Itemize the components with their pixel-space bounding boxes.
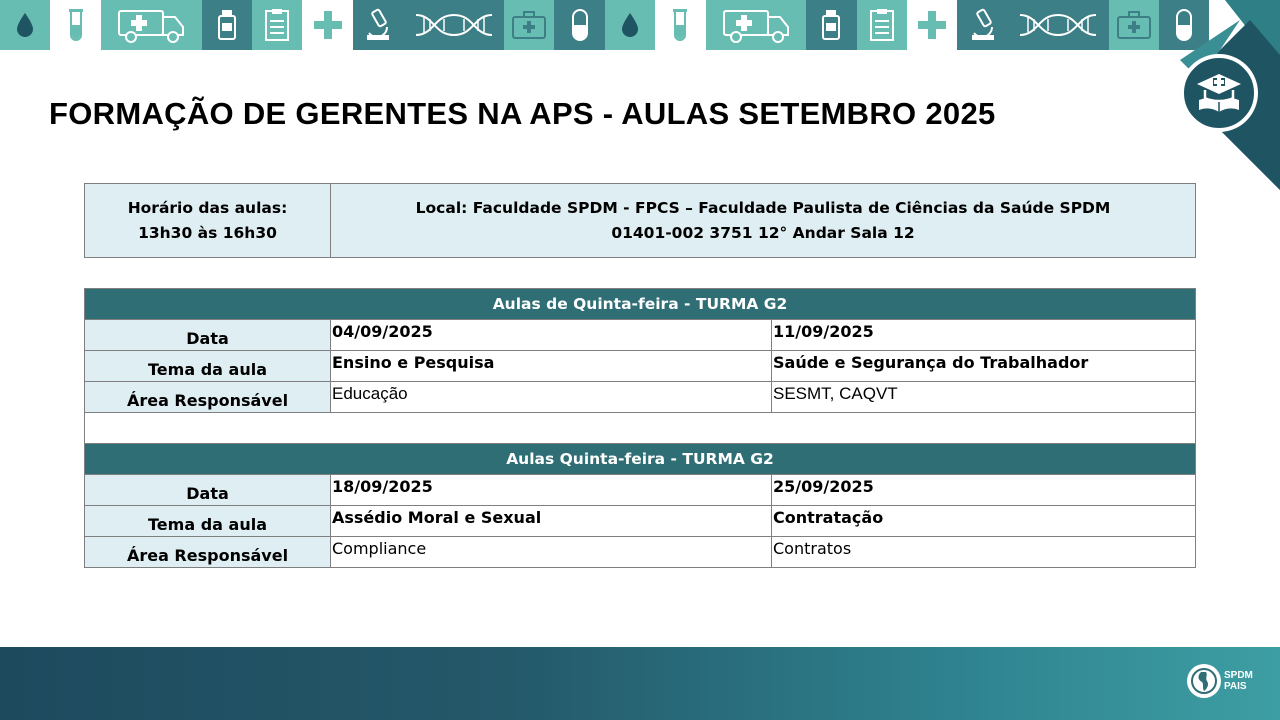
- area-cell: Educação: [331, 382, 772, 413]
- drop-icon: [0, 0, 50, 50]
- schedule-cell: [85, 184, 331, 258]
- test-tube-icon: [655, 0, 705, 50]
- row-label: Data: [85, 475, 331, 506]
- plus-icon: [302, 0, 352, 50]
- clipboard-icon: [857, 0, 907, 50]
- microscope-icon: [353, 0, 403, 50]
- table-row: [85, 351, 1196, 382]
- table-row: [85, 382, 1196, 413]
- medicine-bottle-icon: [202, 0, 252, 50]
- topic-cell: Contratação: [772, 506, 1196, 537]
- location-address: 01401-002 3751 12° Andar Sala 12: [611, 223, 915, 242]
- row-label: Área Responsável: [85, 537, 331, 568]
- plus-icon: [907, 0, 957, 50]
- topic-cell: Ensino e Pesquisa: [331, 351, 772, 382]
- block-header-text: Aulas de Quinta-feira - TURMA G2: [85, 289, 1196, 320]
- area-cell: SESMT, CAQVT: [772, 382, 1196, 413]
- row-label: Área Responsável: [85, 382, 331, 413]
- table-row: [85, 475, 1196, 506]
- logo-line-2: PAIS: [1224, 681, 1247, 692]
- first-aid-kit-icon: [504, 0, 554, 50]
- capsule-icon: [554, 0, 604, 50]
- page-title: FORMAÇÃO DE GERENTES NA APS - AULAS SETEMBRO 2025: [49, 96, 996, 131]
- icon-banner: [0, 0, 1280, 50]
- dna-icon: [403, 0, 504, 50]
- schedule-time: 13h30 às 16h30: [138, 223, 277, 242]
- block-header: [85, 289, 1196, 320]
- globe-icon: [1187, 664, 1221, 698]
- block-header: [85, 444, 1196, 475]
- row-label: Tema da aula: [85, 351, 331, 382]
- area-cell: Contratos: [772, 537, 1196, 568]
- row-label: Tema da aula: [85, 506, 331, 537]
- info-table: [84, 183, 1196, 258]
- logo-line-1: SPDM: [1224, 670, 1253, 681]
- topic-cell: Assédio Moral e Sexual: [331, 506, 772, 537]
- drop-icon: [605, 0, 655, 50]
- location-text: Local: Faculdade SPDM - FPCS – Faculdade Paulista de Ciências da Saúde SPDM: [415, 198, 1111, 217]
- ambulance-icon: [101, 0, 202, 50]
- date-cell: 18/09/2025: [331, 475, 772, 506]
- date-cell: 25/09/2025: [772, 475, 1196, 506]
- schedule-label: Horário das aulas:: [127, 198, 288, 217]
- area-cell: Compliance: [331, 537, 772, 568]
- clipboard-icon: [252, 0, 302, 50]
- topic-cell: Saúde e Segurança do Trabalhador: [772, 351, 1196, 382]
- table-row: [85, 506, 1196, 537]
- education-logo-icon: [1180, 54, 1258, 132]
- spacer-row: [85, 413, 1196, 444]
- ambulance-icon: [706, 0, 807, 50]
- table-row: [85, 320, 1196, 351]
- schedule-table: [84, 288, 1196, 568]
- medicine-bottle-icon: [806, 0, 856, 50]
- date-cell: 11/09/2025: [772, 320, 1196, 351]
- block-header-text: Aulas Quinta-feira - TURMA G2: [85, 444, 1196, 475]
- microscope-icon: [957, 0, 1007, 50]
- table-row: [85, 537, 1196, 568]
- spdm-logo: [1187, 664, 1253, 698]
- test-tube-icon: [50, 0, 100, 50]
- footer-band: [0, 647, 1280, 720]
- location-cell: [331, 184, 1196, 258]
- date-cell: 04/09/2025: [331, 320, 772, 351]
- row-label: Data: [85, 320, 331, 351]
